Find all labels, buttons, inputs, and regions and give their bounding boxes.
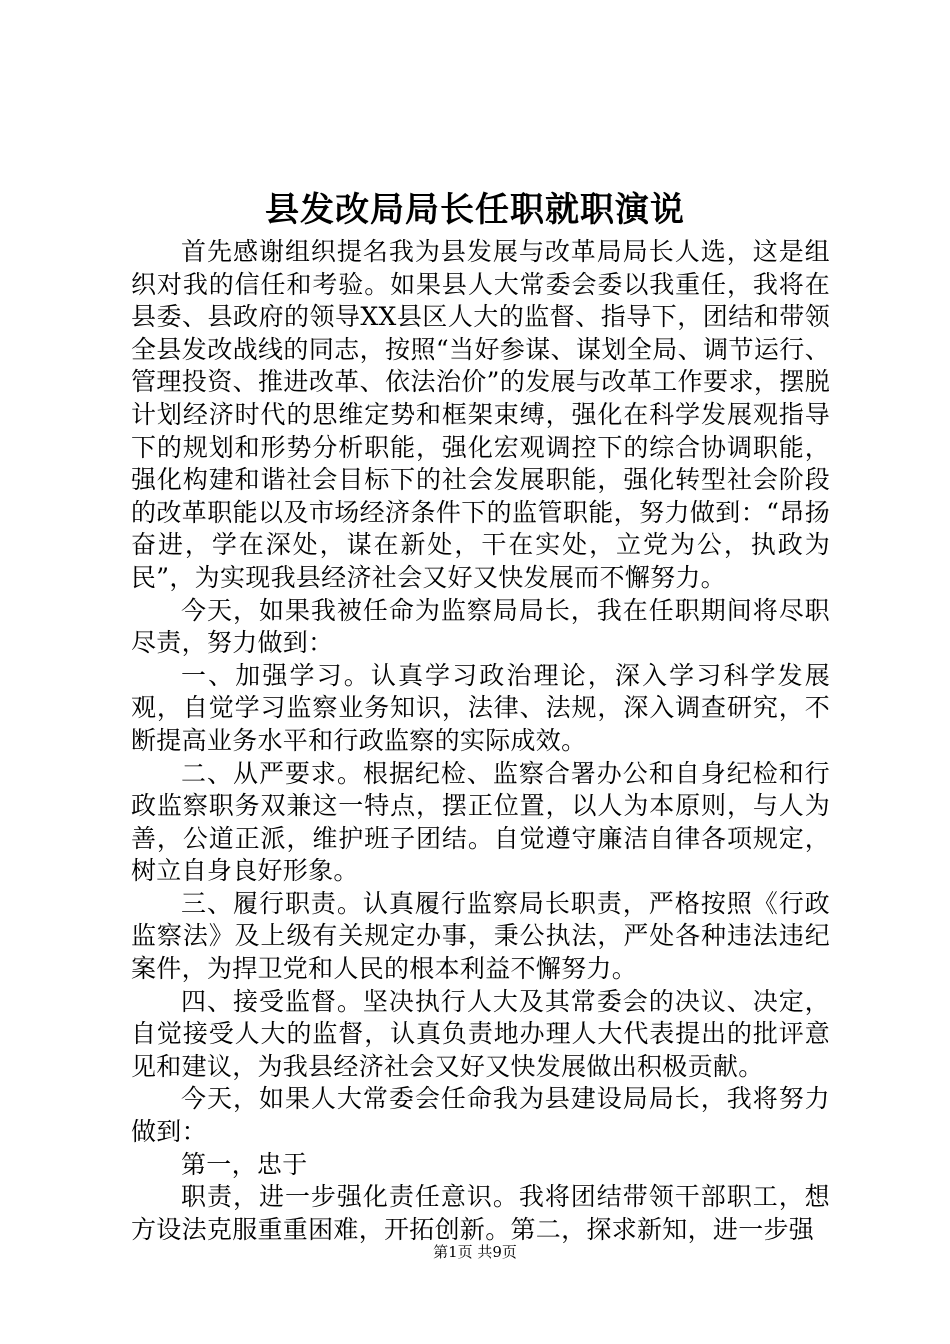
document-body xyxy=(131,236,830,1246)
page-number: 第1页 共9页 xyxy=(433,1243,517,1261)
paragraph-first-loyalty: 第一，忠于 xyxy=(181,1149,308,1179)
paragraph-construction-intro: 今天，如果人大常委会任命我为县建设局局长，我将努力做到： xyxy=(131,1084,830,1147)
paragraph-point-discipline: 二、从严要求。根据纪检、监察合署办公和自身纪检和行政监察职务双兼这一特点，摆正位置，以人为本原则，与人为善，公道正派，维护班子团结。自觉遵守廉洁自律各项规定，树立自身良好形象。 xyxy=(131,758,830,886)
paragraph-intro: 首先感谢组织提名我为县发展与改革局局长人选，这是组织对我的信任和考验。如果县人大常委会委以我重任，我将在县委、县政府的领导XX县区人大的监督、指导下，团结和带领全县发改战线的同志，按照“当好参谋、谋划全局、调节运行、管理投资、推进改革、依法治价”的发展与改革工作要求，摆脱计划经济时代的思维定势和框架束缚，强化在科学发展观指导下的规划和形势分析职能，强化宏观调控下的综合协调职能，强化构建和谐社会目标下的社会发展职能，强化转型社会阶段的改革职能以及市场经济条件下的监管职能，努力做到：“昂扬奋进，学在深处，谋在新处，干在实处，立党为公，执政为民”，为实现我县经济社会又好又快发展而不懈努力。 xyxy=(131,237,830,592)
document-title: 县发改局局长任职就职演说 xyxy=(265,190,685,230)
paragraph-responsibility: 职责，进一步强化责任意识。我将团结带领干部职工，想方设法克服重重困难，开拓创新。第二，探求新知，进一步强 xyxy=(131,1182,830,1244)
paragraph-point-duty: 三、履行职责。认真履行监察局长职责，严格按照《行政监察法》及上级有关规定办事，秉公执法，严处各种违法违纪案件，为捍卫党和人民的根本利益不懈努力。 xyxy=(131,888,830,984)
paragraph-supervision-intro: 今天，如果我被任命为监察局局长，我在任职期间将尽职尽责，努力做到： xyxy=(131,595,830,658)
paragraph-point-oversight: 四、接受监督。坚决执行人大及其常委会的决议、决定，自觉接受人大的监督，认真负责地办理人大代表提出的批评意见和建议，为我县经济社会又好又快发展做出积极贡献。 xyxy=(131,986,830,1081)
paragraph-point-study: 一、加强学习。认真学习政治理论，深入学习科学发展观，自觉学习监察业务知识，法律、法规，深入调查研究，不断提高业务水平和行政监察的实际成效。 xyxy=(131,660,830,755)
